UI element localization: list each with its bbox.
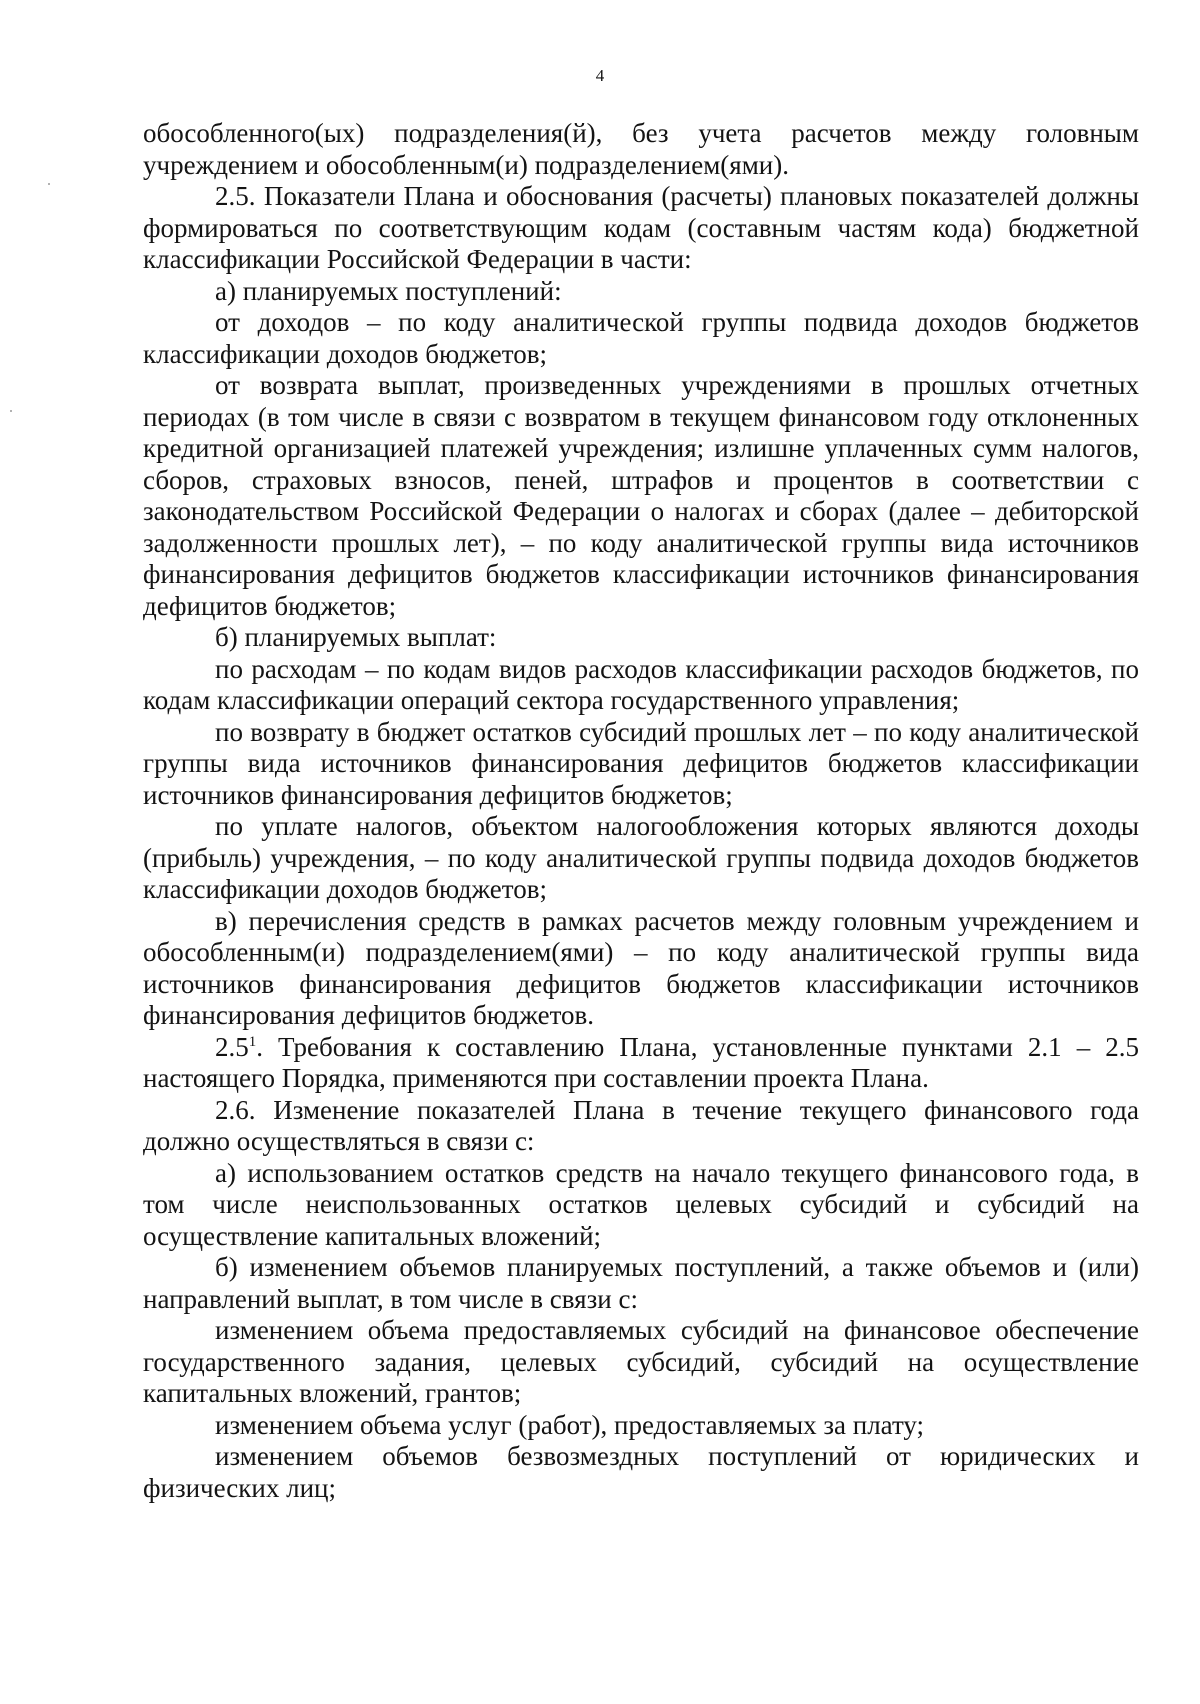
paragraph-2-5-1 [143,1032,1139,1095]
paragraph-subsidy-change: изменением объема предоставляемых субсидий на финансовое обеспечение государственного задания, целевых субсидий, субсидий на осуществление капитальных вложений, грантов; [143,1315,1139,1408]
paragraph-refunds: от возврата выплат, произведенных учреждениями в прошлых отчетных периодах (в том числе в связи с возвратом в текущем финансовом году отклоненных кредитной организацией платежей учреждения; излишне уплаченных сумм налогов, сборов, страховых взносов, пеней, штрафов и процентов в соответствии с законодательством Российской Федерации о налогах и сборах (далее – дебиторской задолженности прошлых лет), – по коду аналитической группы вида источников финансирования дефицитов бюджетов классификации источников финансирования дефицитов бюджетов; [143,370,1139,621]
page-number: 4 [595,66,605,85]
paragraph-income: от доходов – по коду аналитической группы подвида доходов бюджетов классификации доходов бюджетов; [143,307,1139,369]
paragraph-2-6: 2.6. Изменение показателей Плана в течение текущего финансового года должно осуществляться в связи с: [143,1094,1139,1156]
document-body [143,118,1139,1504]
paragraph-continuation: обособленного(ых) подразделения(й), без учета расчетов между головным учреждением и обособленным(и) подразделением(ями). [143,118,1139,180]
clause-number: 2.5 [215,1031,249,1062]
paragraph-2-5-a: а) планируемых поступлений: [215,275,562,306]
paragraph-donations-change: изменением объемов безвозмездных поступлений от юридических и физических лиц; [143,1441,1139,1503]
clause-text: . Требования к составлению Плана, установленные пунктами 2.1 – 2.5 настоящего Порядка, применяются при составлении проекта Плана. [143,1031,1139,1093]
paragraph-taxes: по уплате налогов, объектом налогообложения которых являются доходы (прибыль) учреждения, – по коду аналитической группы подвида доходов бюджетов классификации доходов бюджетов; [143,811,1139,904]
paragraph-2-6-a: а) использованием остатков средств на начало текущего финансового года, в том числе неиспользованных остатков целевых субсидий и субсидий на осуществление капитальных вложений; [143,1157,1139,1251]
clause-superscript: 1 [248,1033,257,1050]
scan-speck [10,410,12,412]
paragraph-2-5-b: б) планируемых выплат: [215,622,497,652]
scan-speck [48,183,50,185]
paragraph-services-change: изменением объема услуг (работ), предоставляемых за плату; [215,1409,925,1440]
paragraph-subsidy-return: по возврату в бюджет остатков субсидий прошлых лет – по коду аналитической группы вида источников финансирования дефицитов бюджетов классификации источников финансирования дефицитов бюджетов; [143,716,1139,810]
paragraph-2-6-b: б) изменением объемов планируемых поступлений, а также объемов и (или) направлений выплат, в том числе в связи с: [143,1252,1139,1314]
paragraph-2-5: 2.5. Показатели Плана и обоснования (расчеты) плановых показателей должны формироваться по соответствующим кодам (составным частям кода) бюджетной классификации Российской Федерации в части: [143,181,1139,274]
paragraph-expenses: по расходам – по кодам видов расходов классификации расходов бюджетов, по кодам классификации операций сектора государственного управления; [143,653,1139,715]
paragraph-2-5-v: в) перечисления средств в рамках расчетов между головным учреждением и обособленным(и) подразделением(ями) – по коду аналитической группы вида источников финансирования дефицитов бюджетов классификации источников финансирования дефицитов бюджетов. [143,905,1139,1030]
